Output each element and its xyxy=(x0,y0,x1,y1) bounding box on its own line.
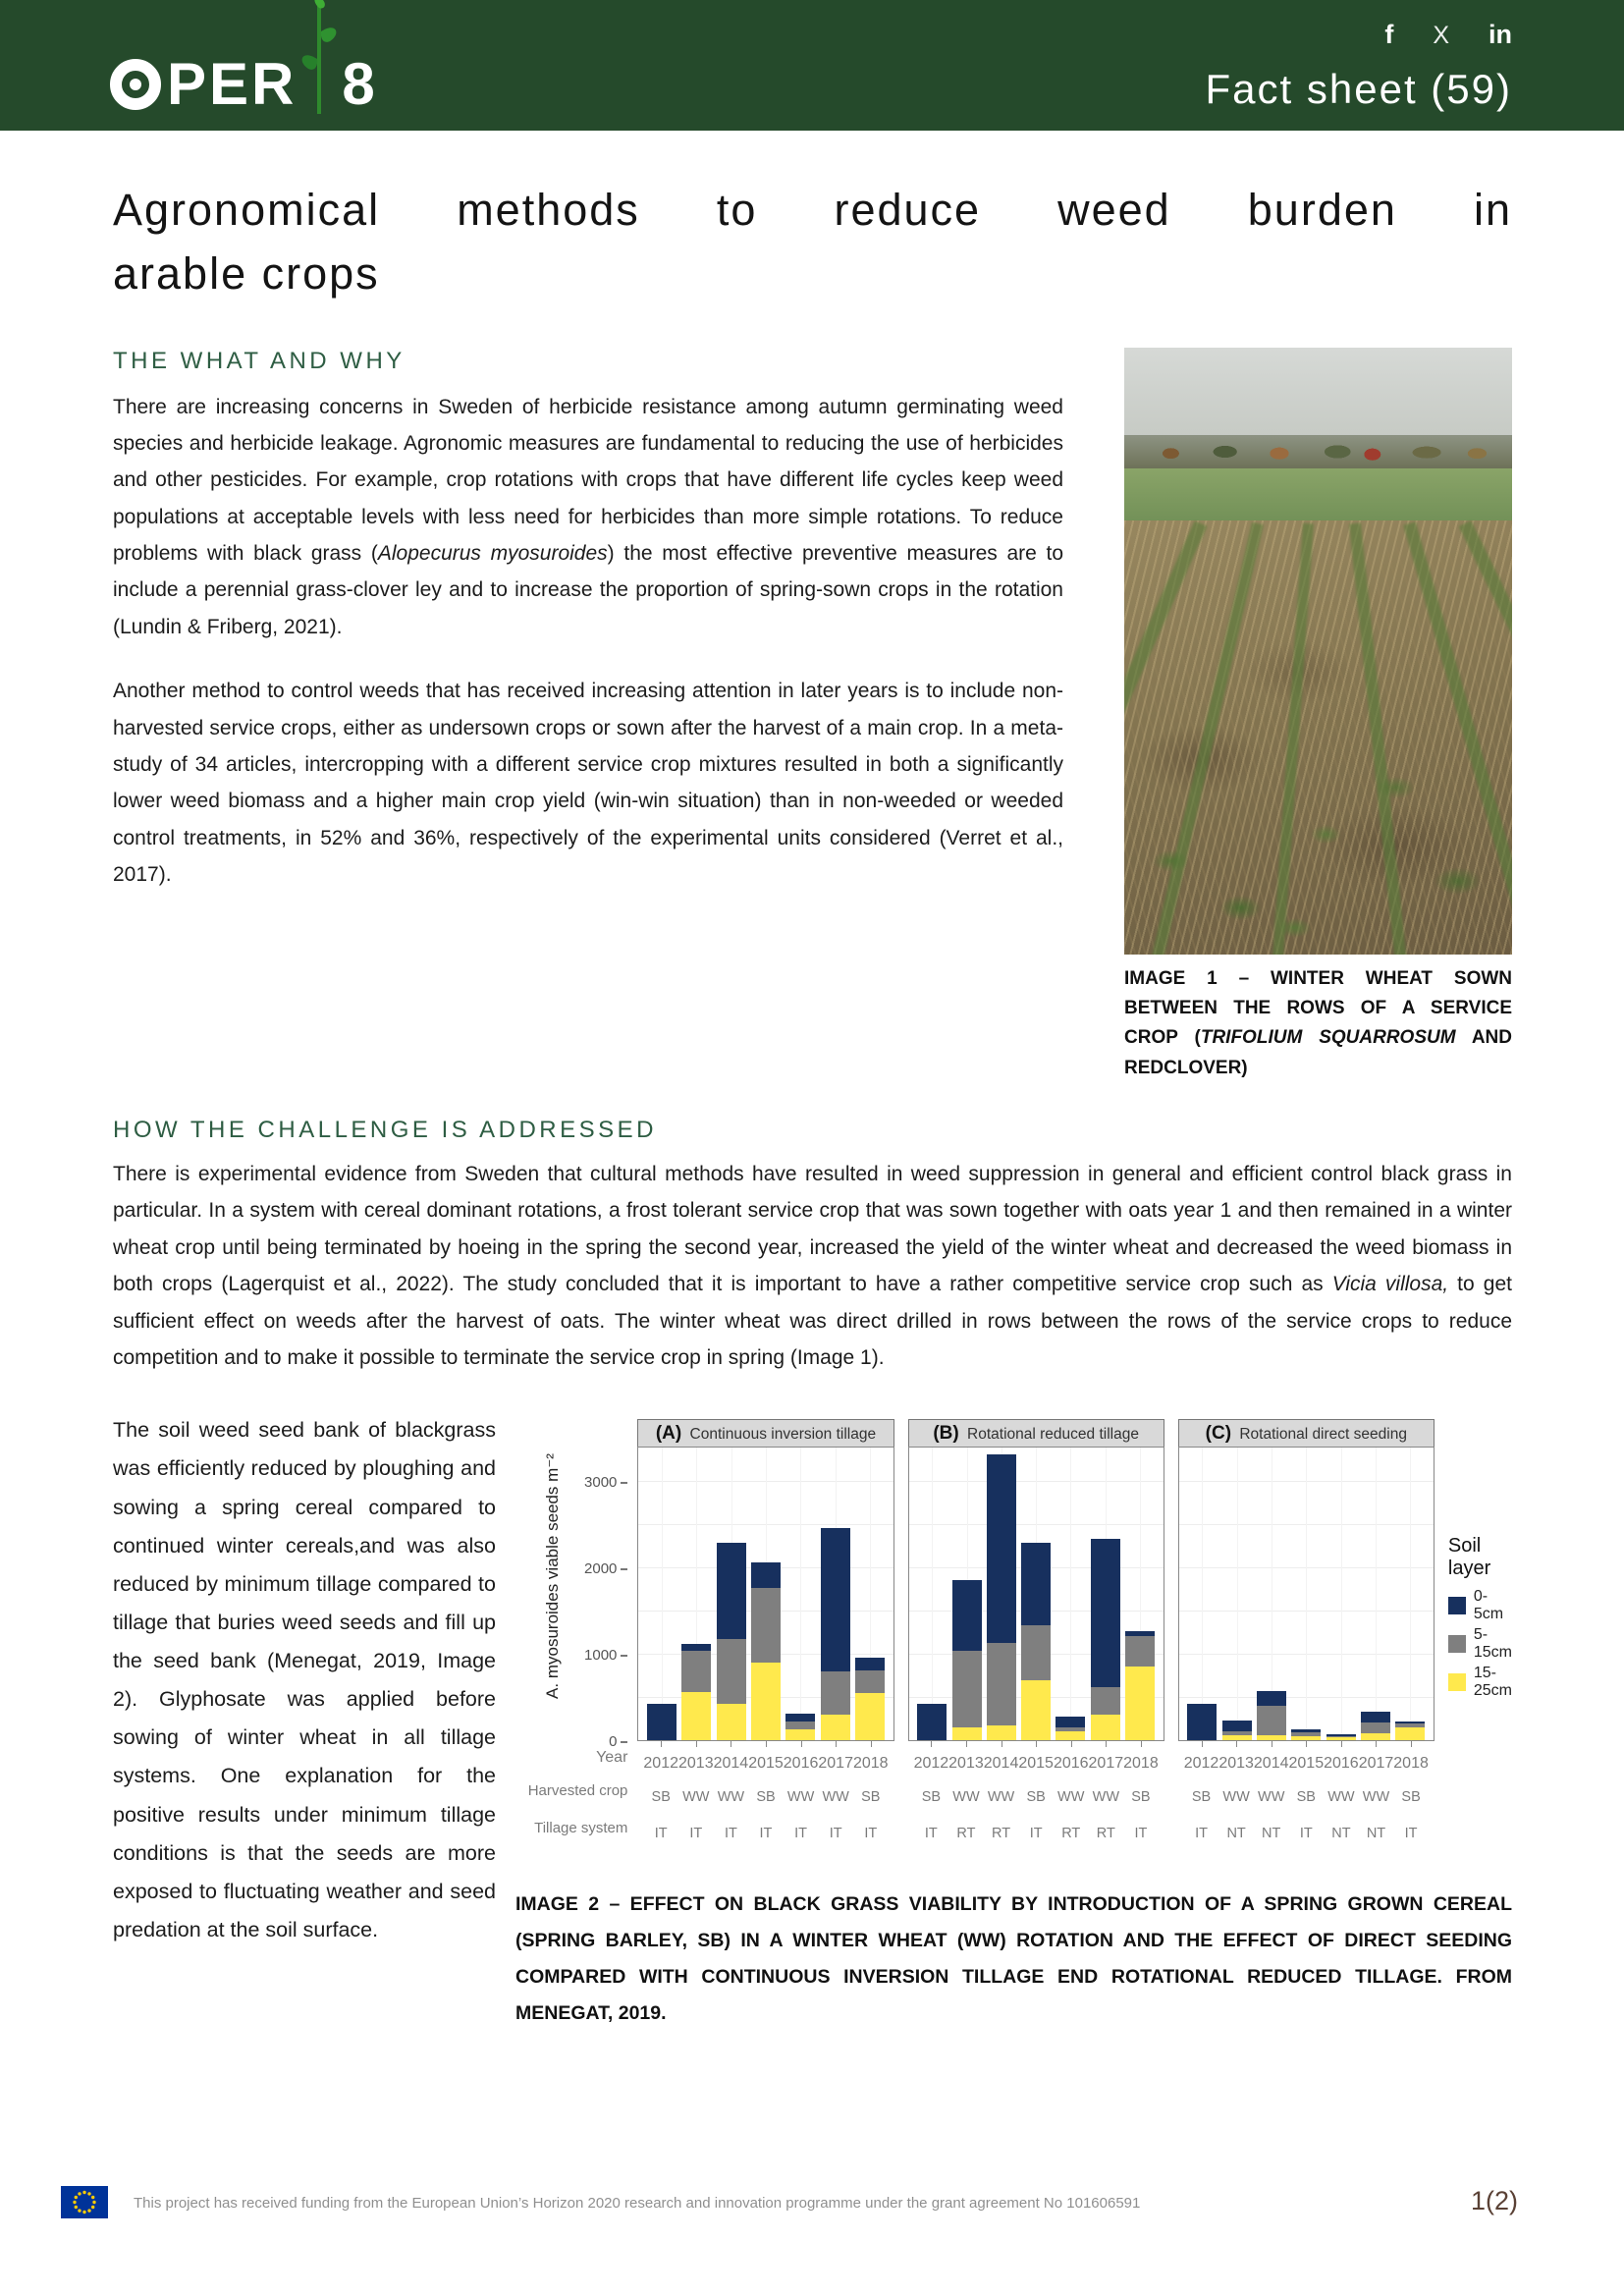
year-cell: 2012 xyxy=(643,1755,678,1773)
row-labels xyxy=(528,1741,638,1853)
years-row xyxy=(637,1749,893,1782)
bar-segment-5-15cm xyxy=(987,1643,1016,1725)
bar-segment-5-15cm xyxy=(1257,1706,1286,1735)
stacked-bar xyxy=(1326,1734,1356,1740)
oper8-logo xyxy=(110,51,375,117)
crop-cell: SB xyxy=(756,1789,776,1806)
page-title-line2: arable crops xyxy=(113,248,380,300)
year-cell: 2017 xyxy=(1088,1755,1124,1773)
y-axis-label: A. myosuroides viable seeds m⁻² xyxy=(543,1453,562,1700)
bar-segment-0-5cm xyxy=(855,1658,885,1670)
tillage-cell: IT xyxy=(724,1826,737,1842)
crop-cell: WW xyxy=(1258,1789,1285,1806)
tillage-cell: IT xyxy=(1404,1826,1418,1842)
bar-segment-0-5cm xyxy=(917,1704,947,1740)
x-tick xyxy=(1324,1741,1359,1749)
crop-cell: WW xyxy=(1362,1789,1390,1806)
year-cell: 2013 xyxy=(1218,1755,1254,1773)
crop-cell: WW xyxy=(1222,1789,1250,1806)
x-tick xyxy=(914,1741,949,1749)
bar-segment-15-25cm xyxy=(1091,1715,1120,1740)
photo-far-field xyxy=(1124,468,1512,520)
bar-segment-0-5cm xyxy=(821,1528,850,1671)
year-cell: 2014 xyxy=(713,1755,749,1773)
bar-slot xyxy=(1358,1448,1392,1740)
crop-cell: WW xyxy=(952,1789,980,1806)
image1-caption: IMAGE 1 – WINTER WHEAT SOWN BETWEEN THE ROWS OF A SERVICE CROP (TRIFOLIUM SQUARROSUM AND REDCLOVER) xyxy=(1124,967,1512,1078)
bar-segment-15-25cm xyxy=(855,1693,885,1740)
photo-sky xyxy=(1124,348,1512,439)
legend-swatch xyxy=(1448,1597,1466,1614)
row-label: Harvested crop xyxy=(527,1782,628,1800)
sprout-icon xyxy=(297,55,342,114)
year-cell: 2016 xyxy=(1324,1755,1359,1773)
legend-swatch xyxy=(1448,1673,1466,1691)
panel-plot xyxy=(1178,1447,1435,1741)
bar-slot xyxy=(1289,1448,1324,1740)
tillage-cell: IT xyxy=(864,1826,878,1842)
field-photo xyxy=(1124,348,1512,955)
x-tick xyxy=(1218,1741,1254,1749)
x-tick xyxy=(1289,1741,1325,1749)
bar-segment-0-5cm xyxy=(717,1543,746,1639)
stacked-bar xyxy=(917,1704,947,1740)
tillage-cell: IT xyxy=(794,1826,808,1842)
x-ticks xyxy=(1178,1741,1435,1749)
x-tick xyxy=(1123,1741,1159,1749)
panel-header: (B) Rotational reduced tillage xyxy=(908,1419,1164,1447)
tillage-cell: IT xyxy=(759,1826,773,1842)
bar-segment-0-5cm xyxy=(1021,1543,1051,1625)
years-row xyxy=(1178,1749,1435,1782)
tillage-cell: IT xyxy=(1029,1826,1043,1842)
tillage-cell: NT xyxy=(1366,1826,1386,1842)
bar-segment-15-25cm xyxy=(1326,1737,1356,1740)
bar-segment-0-5cm xyxy=(751,1562,781,1588)
tillage-cell: NT xyxy=(1226,1826,1246,1842)
linkedin-icon[interactable]: in xyxy=(1489,20,1512,49)
logo-eight: 8 xyxy=(342,51,375,117)
y-tick-label: 1000 xyxy=(584,1647,627,1664)
bar-segment-5-15cm xyxy=(717,1639,746,1704)
x-tick xyxy=(1018,1741,1054,1749)
photo-plant-clumps xyxy=(1124,621,1512,955)
stacked-bar xyxy=(821,1528,850,1740)
stacked-bar xyxy=(681,1644,711,1740)
chart-panel-C xyxy=(1178,1419,1435,1861)
stacked-bar xyxy=(1187,1704,1217,1740)
row-label: Tillage system xyxy=(534,1820,628,1837)
bar-segment-15-25cm xyxy=(821,1715,850,1740)
year-cell: 2017 xyxy=(818,1755,853,1773)
crop-cell: WW xyxy=(682,1789,710,1806)
bar-segment-15-25cm xyxy=(681,1692,711,1740)
year-cell: 2012 xyxy=(1183,1755,1219,1773)
paragraph-how-1: There is experimental evidence from Sweden that cultural methods have resulted in weed suppression in general and efficient control black grass in particular. In a system with cereal dominant rotations, a frost tolerant service crop that was sown together with oats year 1 and then remained in a winter wheat crop until being terminated by hoeing in the spring the second year, increased the yield of the winter wheat and decreased the weed biomass in both crops (Lagerquist et al., 2022). The study concluded that it is important to have a rather competitive service crop such as Vicia villosa, to get sufficient effect on weeds after the harvest of oats. The winter wheat was direct drilled in rows between the rows of the service crops to reduce competition and to make it possible to terminate the service crop in spring (Image 1). xyxy=(113,1163,1512,1369)
bar-segment-5-15cm xyxy=(751,1588,781,1663)
eu-flag-icon xyxy=(61,2186,108,2223)
bar-segment-0-5cm xyxy=(647,1704,677,1740)
stacked-bar xyxy=(717,1543,746,1740)
bar-segment-5-15cm xyxy=(1361,1722,1390,1733)
year-cell: 2016 xyxy=(1053,1755,1089,1773)
panel-plot xyxy=(908,1447,1164,1741)
funding-statement: This project has received funding from the European Union’s Horizon 2020 research and innovation programme under the grant agreement No 101606591 xyxy=(134,2195,1141,2212)
crop-cell: WW xyxy=(987,1789,1015,1806)
harvested_crop-row xyxy=(637,1782,893,1822)
year-cell: 2015 xyxy=(1288,1755,1325,1773)
year-cell: 2015 xyxy=(1018,1755,1054,1773)
bar-segment-0-5cm xyxy=(681,1644,711,1651)
bar-segment-0-5cm xyxy=(1361,1712,1390,1722)
crop-cell: WW xyxy=(822,1789,849,1806)
crop-cell: WW xyxy=(1092,1789,1120,1806)
stacked-bar xyxy=(1021,1543,1051,1740)
bar-segment-5-15cm xyxy=(785,1722,815,1729)
bar-slot xyxy=(1219,1448,1254,1740)
crop-cell: SB xyxy=(651,1789,671,1806)
x-ticks xyxy=(908,1741,1164,1749)
y-tick-label: 0 xyxy=(609,1733,627,1750)
bar-segment-15-25cm xyxy=(751,1663,781,1740)
stacked-bar xyxy=(1395,1722,1425,1740)
tillage_system-row xyxy=(908,1822,1164,1861)
tillage-cell: RT xyxy=(992,1826,1011,1842)
axis-gutter xyxy=(528,1419,638,1853)
bar-slot xyxy=(852,1448,887,1740)
bar-segment-15-25cm xyxy=(1125,1667,1155,1740)
year-cell: 2017 xyxy=(1358,1755,1394,1773)
tillage-cell: IT xyxy=(1134,1826,1148,1842)
bar-slot xyxy=(984,1448,1018,1740)
bar-slot xyxy=(915,1448,949,1740)
logo-text: PER xyxy=(167,51,298,117)
facebook-icon[interactable]: f xyxy=(1384,20,1394,49)
y-axis-ticks xyxy=(528,1419,638,1751)
x-tick xyxy=(748,1741,784,1749)
year-cell: 2018 xyxy=(1123,1755,1159,1773)
tillage-cell: IT xyxy=(1195,1826,1208,1842)
x-tick xyxy=(1054,1741,1089,1749)
bar-segment-15-25cm xyxy=(1361,1733,1390,1740)
year-cell: 2015 xyxy=(748,1755,784,1773)
tillage-cell: NT xyxy=(1331,1826,1351,1842)
x-tick xyxy=(1393,1741,1429,1749)
harvested_crop-row xyxy=(1178,1782,1435,1822)
bar-segment-15-25cm xyxy=(952,1727,982,1740)
bar-segment-0-5cm xyxy=(1187,1704,1217,1740)
crop-cell: SB xyxy=(1131,1789,1151,1806)
harvested_crop-row xyxy=(908,1782,1164,1822)
bar-segment-5-15cm xyxy=(855,1670,885,1693)
x-tick xyxy=(784,1741,819,1749)
bar-slot xyxy=(949,1448,984,1740)
stacked-bar xyxy=(987,1454,1016,1740)
bar-slot xyxy=(1088,1448,1122,1740)
bar-segment-0-5cm xyxy=(785,1714,815,1722)
blackgrass-chart xyxy=(515,1411,1512,1861)
panel-header: (C) Rotational direct seeding xyxy=(1178,1419,1435,1447)
bar-segment-5-15cm xyxy=(1021,1625,1051,1680)
panel-plot xyxy=(637,1447,893,1741)
section-heading-how-addressed: HOW THE CHALLENGE IS ADDRESSED xyxy=(113,1117,657,1144)
bar-segment-15-25cm xyxy=(717,1704,746,1740)
crop-cell: SB xyxy=(1401,1789,1421,1806)
bar-segment-5-15cm xyxy=(681,1651,711,1692)
bar-segment-5-15cm xyxy=(821,1671,850,1715)
bar-slot xyxy=(1254,1448,1288,1740)
bar-segment-15-25cm xyxy=(1056,1731,1085,1740)
bar-segment-15-25cm xyxy=(987,1725,1016,1740)
stacked-bar xyxy=(647,1704,677,1740)
x-tick xyxy=(1359,1741,1394,1749)
paragraph-seedbank: The soil weed seed bank of blackgrass was efficiently reduced by ploughing and sowing a spring cereal compared to continued winter cereals,and was also reduced by minimum tillage compared to tillage that buries weed seeds and fill up the seed bank (Menegat, 2019, Image 2). Glyphosate was applied before sowing of winter wheat in all tillage systems. One explanation for the positive results under minimum tillage conditions is that the seeds are more exposed to fluctuating weather and seed predation at the soil surface. xyxy=(113,1418,496,1941)
stacked-bar xyxy=(751,1562,781,1740)
x-tick xyxy=(1184,1741,1219,1749)
bar-slot xyxy=(1054,1448,1088,1740)
stacked-bar xyxy=(1291,1729,1321,1740)
chart-legend xyxy=(1448,1419,1512,1703)
bar-segment-15-25cm xyxy=(1395,1727,1425,1740)
x-tick xyxy=(948,1741,984,1749)
year-cell: 2013 xyxy=(948,1755,984,1773)
bar-segment-0-5cm xyxy=(987,1454,1016,1643)
footer xyxy=(61,2186,1518,2223)
header-band xyxy=(0,0,1624,131)
bar-segment-15-25cm xyxy=(785,1729,815,1740)
image2-caption: IMAGE 2 – EFFECT ON BLACK GRASS VIABILITY BY INTRODUCTION OF A SPRING GROWN CEREAL (SPRING BARLEY, SB) IN A WINTER WHEAT (WW) ROTATION AND THE EFFECT OF DIRECT SEEDING COMPARED WITH CONTINUOUS INVERSION TILLAGE END ROTATIONAL REDUCED TILLAGE. FROM MENEGAT, 2019. xyxy=(515,1893,1512,2025)
tillage_system-row xyxy=(637,1822,893,1861)
tillage-cell: RT xyxy=(956,1826,976,1842)
bar-segment-15-25cm xyxy=(1222,1735,1252,1740)
year-cell: 2013 xyxy=(678,1755,714,1773)
row-label: Year xyxy=(596,1749,628,1767)
bar-segment-15-25cm xyxy=(1021,1680,1051,1740)
bar-slot xyxy=(748,1448,783,1740)
bar-segment-0-5cm xyxy=(1222,1721,1252,1731)
year-cell: 2018 xyxy=(852,1755,889,1773)
y-tick-label: 2000 xyxy=(584,1560,627,1577)
page-title-line1: Agronomical methods to reduce weed burden in xyxy=(113,185,1512,235)
stacked-bar xyxy=(855,1658,885,1740)
bar-segment-0-5cm xyxy=(1056,1717,1085,1727)
year-cell: 2012 xyxy=(913,1755,949,1773)
panel-header: (A) Continuous inversion tillage xyxy=(637,1419,893,1447)
bar-slot xyxy=(1122,1448,1157,1740)
tillage-cell: RT xyxy=(1061,1826,1081,1842)
chart-panel-B xyxy=(908,1419,1164,1861)
crop-cell: WW xyxy=(1327,1789,1355,1806)
logo-o-ring-icon xyxy=(110,59,161,110)
x-tick xyxy=(643,1741,678,1749)
year-cell: 2018 xyxy=(1393,1755,1429,1773)
bar-slot xyxy=(679,1448,714,1740)
stacked-bar xyxy=(1125,1631,1155,1740)
crop-cell: SB xyxy=(921,1789,942,1806)
crop-cell: SB xyxy=(1191,1789,1212,1806)
bar-slot xyxy=(1185,1448,1219,1740)
bar-segment-5-15cm xyxy=(952,1651,982,1727)
crop-cell: WW xyxy=(786,1789,815,1806)
x-tick xyxy=(1254,1741,1289,1749)
bar-slot xyxy=(1393,1448,1428,1740)
bar-segment-0-5cm xyxy=(952,1580,982,1651)
x-tick xyxy=(714,1741,749,1749)
bar-slot xyxy=(1324,1448,1358,1740)
crop-cell: WW xyxy=(717,1789,745,1806)
legend-item: 15-25cm xyxy=(1448,1665,1512,1700)
stacked-bar xyxy=(785,1714,815,1740)
legend-item: 5-15cm xyxy=(1448,1626,1512,1662)
page-number: 1(2) xyxy=(1470,2186,1518,2215)
y-tick-label: 3000 xyxy=(584,1474,627,1491)
chart-panel-A xyxy=(637,1419,893,1861)
years-row xyxy=(908,1749,1164,1782)
legend-item: 0-5cm xyxy=(1448,1588,1512,1623)
paragraph-what-2: Another method to control weeds that has received increasing attention in later years is to include non-harvested service crops, either as undersown crops or sown after the harvest of a main crop. In a meta-study of 34 articles, intercropping with a different service crop mixtures resulted in both a significantly lower weed biomass and a higher main crop yield (win-win situation) than in non-weeded or weeded control treatments, in 52% and 36%, respectively of the experimental units considered (Verret et al., 2017). xyxy=(113,680,1063,886)
crop-cell: SB xyxy=(1026,1789,1046,1806)
page-title xyxy=(113,178,1512,306)
tillage-cell: RT xyxy=(1096,1826,1115,1842)
bar-slot xyxy=(818,1448,852,1740)
stacked-bar xyxy=(1257,1691,1286,1740)
bar-slot xyxy=(1019,1448,1054,1740)
tillage-cell: IT xyxy=(689,1826,703,1842)
x-tick xyxy=(853,1741,889,1749)
year-cell: 2016 xyxy=(783,1755,819,1773)
x-tick xyxy=(1089,1741,1124,1749)
tillage_system-row xyxy=(1178,1822,1435,1861)
factsheet-number: Fact sheet (59) xyxy=(1205,66,1512,112)
stacked-bar xyxy=(952,1580,982,1740)
bar-segment-15-25cm xyxy=(1291,1736,1321,1740)
tillage-cell: NT xyxy=(1262,1826,1281,1842)
stacked-bar xyxy=(1222,1721,1252,1740)
tillage-cell: IT xyxy=(829,1826,842,1842)
crop-cell: WW xyxy=(1057,1789,1085,1806)
bar-segment-15-25cm xyxy=(1257,1735,1286,1740)
x-tick xyxy=(818,1741,853,1749)
x-tick xyxy=(984,1741,1019,1749)
tillage-cell: IT xyxy=(654,1826,668,1842)
bar-segment-5-15cm xyxy=(1125,1636,1155,1667)
x-ticks xyxy=(637,1741,893,1749)
paragraph-what-1: There are increasing concerns in Sweden of herbicide resistance among autumn germinating weed species and herbicide leakage. Agronomic measures are fundamental to reducing the use of herbicides and other pesticides. For example, crop rotations with crops that have different life cycles keep weed populations at acceptable levels with less need for herbicides than more simple rotations. To reduce problems with black grass (Alopecurus myosuroides) the most effective preventive measures are to include a perennial grass-clover ley and to increase the proportion of spring-sown crops in the rotation (Lundin & Friberg, 2021). xyxy=(113,395,1063,638)
bar-segment-0-5cm xyxy=(1091,1539,1120,1687)
legend-swatch xyxy=(1448,1635,1466,1653)
year-cell: 2014 xyxy=(983,1755,1019,1773)
legend-title: Soil layer xyxy=(1447,1535,1491,1580)
photo-treeline xyxy=(1124,435,1512,468)
stacked-bar xyxy=(1056,1717,1085,1740)
x-tick xyxy=(678,1741,714,1749)
bar-slot xyxy=(644,1448,678,1740)
bar-segment-5-15cm xyxy=(1091,1687,1120,1715)
bar-slot xyxy=(784,1448,818,1740)
section-heading-what-and-why: THE WHAT AND WHY xyxy=(113,347,406,374)
bar-segment-0-5cm xyxy=(1257,1691,1286,1706)
x-twitter-icon[interactable]: X xyxy=(1433,22,1449,49)
crop-cell: SB xyxy=(1296,1789,1316,1806)
stacked-bar xyxy=(1361,1712,1390,1740)
crop-cell: SB xyxy=(861,1789,881,1806)
tillage-cell: IT xyxy=(924,1826,938,1842)
stacked-bar xyxy=(1091,1539,1120,1740)
tillage-cell: IT xyxy=(1299,1826,1313,1842)
bar-slot xyxy=(714,1448,748,1740)
year-cell: 2014 xyxy=(1253,1755,1289,1773)
